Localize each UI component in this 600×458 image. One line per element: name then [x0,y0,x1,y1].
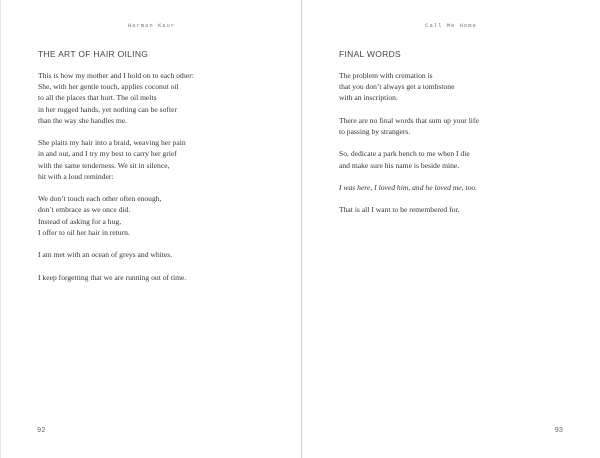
poem-title: THE ART OF HAIR OILING [38,49,149,59]
poem-line: I was here, I loved him, and he loved me, too. [339,182,478,192]
poem-line: She, with her gentle touch, applies coconut oil [38,82,179,92]
poem-line: She plaits my hair into a braid, weaving her pain [38,138,186,148]
poem-line: don’t embrace as we once did. [38,205,131,215]
stanza [339,115,479,137]
poem-line: than the way she handles me. [38,115,127,125]
poem-body [339,70,479,227]
poem-line: So, dedicate a park bench to me when I die [339,149,470,159]
poem-line: Instead of asking for a hug, [38,216,122,226]
poem-title: FINAL WORDS [339,49,402,59]
running-header-book-title: Call Me Home [425,22,477,29]
stanza [38,70,194,126]
poem-line: The problem with cremation is [339,71,433,80]
stanza [339,70,479,104]
poem-line: to all the places that hurt. The oil melts [38,93,157,103]
stanza [38,137,194,182]
poem-line: I offer to oil her hair in return. [38,227,130,237]
poem-line: This is how my mother and I hold on to each other: [38,71,194,80]
poem-line: I keep forgetting that we are running out of time. [38,272,187,282]
stanza [339,204,479,215]
poem-line: and make sure his name is beside mine. [339,160,460,170]
page-number: 93 [554,427,563,435]
poem-line: in and out, and I try my best to carry her grief [38,149,177,159]
poem-body [38,70,194,294]
stanza [38,193,194,238]
poem-line: I am met with an ocean of greys and whites. [38,250,173,260]
poem-line: We don’t touch each other often enough, [38,194,162,204]
stanza [339,182,479,193]
poem-line: to passing by strangers. [339,127,411,136]
page-number: 92 [37,427,46,435]
poem-line: That is all I want to be remembered for. [339,205,460,215]
right-page [302,0,600,458]
poem-line: hit with a loud reminder: [38,171,114,181]
poem-line: in her rugged hands, yet nothing can be softer [38,104,177,114]
running-header-author: Harman Kaur [127,22,176,29]
poem-line: that you don’t always get a tombstone [339,82,455,92]
poem-line: with an inscription. [339,93,398,103]
poem-line: There are no final words that sum up your life [339,115,479,125]
stanza [38,249,194,260]
poem-line: with the same tenderness. We sit in silence, [38,160,170,170]
stanza [339,148,479,170]
stanza [38,272,194,283]
